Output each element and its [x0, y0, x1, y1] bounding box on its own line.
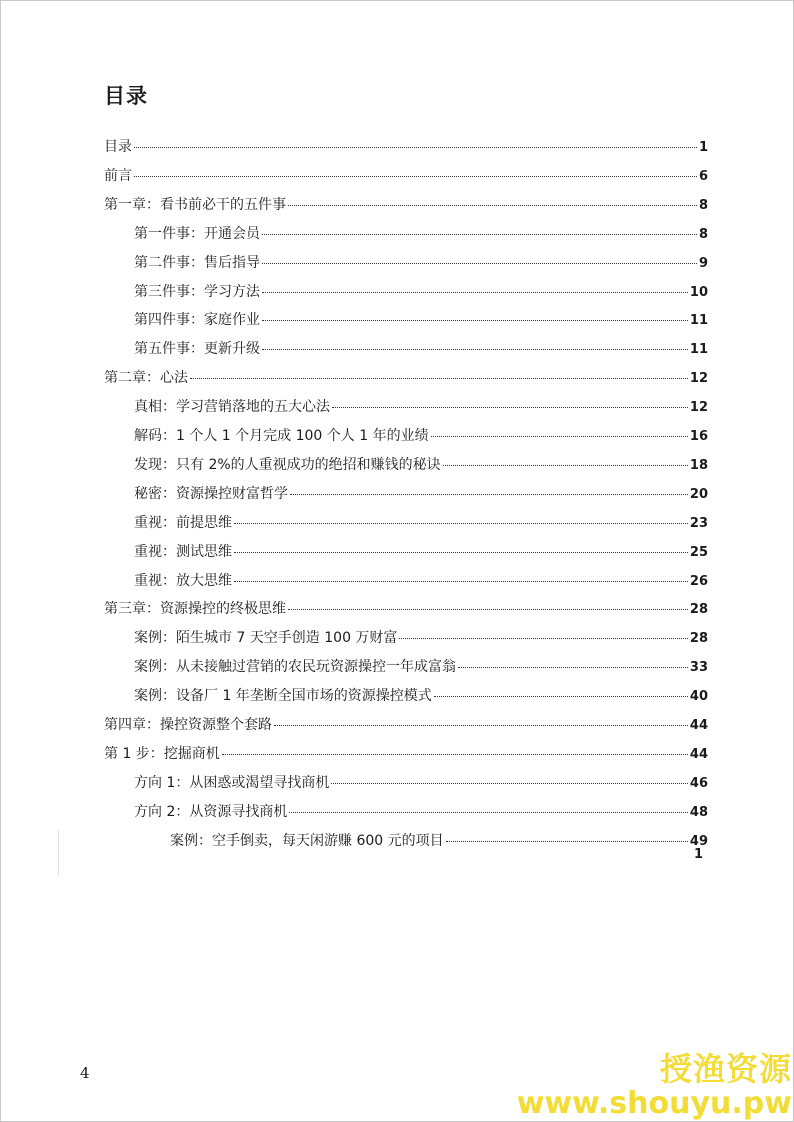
toc-leader-dots	[262, 348, 688, 350]
toc-leader-dots	[288, 204, 697, 206]
toc-leader-dots	[431, 435, 688, 437]
toc-leader-dots	[234, 522, 688, 524]
toc-leader-dots	[289, 811, 688, 813]
toc-entry[interactable]	[134, 307, 708, 333]
toc-entry[interactable]	[134, 799, 708, 825]
toc-entry[interactable]	[170, 828, 708, 854]
toc-entry-page: 8	[698, 197, 708, 213]
toc-leader-dots	[234, 551, 688, 553]
toc-entry-page: 40	[689, 689, 708, 705]
toc-entry-page: 23	[689, 515, 708, 531]
toc-entry-page: 11	[689, 313, 708, 329]
watermark-url: www.shouyu.pw	[516, 1086, 792, 1121]
toc-entry[interactable]	[134, 336, 708, 362]
toc-entry-page: 12	[689, 371, 708, 387]
toc-entry-page: 9	[698, 255, 708, 271]
toc-entry-page: 20	[689, 486, 708, 502]
toc-entry[interactable]	[134, 654, 708, 680]
toc-leader-dots	[332, 406, 688, 408]
toc-entry[interactable]	[104, 365, 708, 391]
toc-entry-label: 第 1 步：挖掘商机	[104, 745, 220, 762]
toc-entry-page: 46	[689, 775, 708, 791]
toc-leader-dots	[234, 580, 688, 582]
toc-entry[interactable]	[104, 163, 708, 189]
toc-entry-label: 重视：前提思维	[134, 514, 232, 531]
toc-title: 目录	[104, 84, 148, 108]
toc-entry-page: 25	[689, 544, 708, 560]
toc-entry[interactable]	[134, 770, 708, 796]
toc-entry-label: 案例：陌生城市 7 天空手创造 100 万财富	[134, 630, 398, 647]
toc-entry-page: 26	[689, 573, 708, 589]
toc-entry-page: 8	[698, 226, 708, 242]
toc-entry[interactable]	[104, 596, 708, 622]
toc-leader-dots	[434, 695, 688, 697]
toc-entry-page: 18	[689, 457, 708, 473]
toc-leader-dots	[190, 377, 688, 379]
toc-entry[interactable]	[134, 250, 708, 276]
toc-leader-dots	[134, 175, 697, 177]
toc-entry-page: 49	[689, 833, 708, 849]
toc-entry-page: 33	[689, 660, 708, 676]
toc-leader-dots	[262, 291, 688, 293]
toc-entry[interactable]	[134, 452, 708, 478]
toc-leader-dots	[331, 782, 688, 784]
toc-entry-label: 目录	[104, 139, 132, 155]
inner-page-number: 1	[694, 847, 704, 862]
toc-entry-page: 16	[689, 429, 708, 444]
toc-entry-page: 28	[689, 602, 708, 618]
toc-entry-label: 第五件事：更新升级	[134, 341, 260, 358]
toc-entry-label: 案例：空手倒卖，每天闲游赚 600 元的项目	[170, 832, 444, 849]
toc-entry-label: 案例：从未接触过营销的农民玩资源操控一年成富翁	[134, 659, 456, 676]
toc-leader-dots	[262, 319, 688, 321]
toc-leader-dots	[262, 233, 697, 235]
toc-entry-label: 前言	[104, 167, 132, 184]
toc-leader-dots	[443, 464, 688, 466]
toc-leader-dots	[288, 608, 688, 610]
toc-leader-dots	[134, 146, 697, 148]
page-number: 4	[80, 1064, 90, 1082]
toc-entry[interactable]	[104, 712, 708, 738]
toc-leader-dots	[399, 637, 687, 639]
toc-leader-dots	[262, 262, 697, 264]
toc-entry-page: 11	[689, 342, 708, 358]
toc-entry-label: 重视：测试思维	[134, 543, 232, 560]
toc-entry[interactable]	[134, 568, 708, 594]
toc-entry[interactable]	[134, 394, 708, 420]
toc-entry-page: 6	[698, 168, 708, 184]
toc-entry-label: 方向 2：从资源寻找商机	[134, 803, 288, 820]
toc-entry[interactable]	[134, 481, 708, 507]
toc-leader-dots	[274, 724, 688, 726]
toc-entry-page: 48	[689, 804, 708, 820]
toc-entry[interactable]	[134, 279, 708, 305]
toc-entry-label: 发现：只有 2%的人重视成功的绝招和赚钱的秘诀	[134, 456, 441, 473]
scan-mark	[58, 830, 59, 876]
toc-entry-label: 第三件事：学习方法	[134, 283, 260, 300]
toc-entry[interactable]	[134, 625, 708, 651]
toc-entry-page: 44	[689, 718, 708, 733]
toc-entry-label: 第三章：资源操控的终极思维	[104, 601, 286, 618]
toc-entry-label: 第四件事：家庭作业	[134, 312, 260, 329]
toc-leader-dots	[458, 666, 688, 668]
toc-entry[interactable]	[104, 192, 708, 218]
toc-entry-label: 第四章：操控资源整个套路	[104, 717, 272, 733]
toc-entry[interactable]	[134, 510, 708, 536]
toc-entry-label: 第一章：看书前必干的五件事	[104, 196, 286, 213]
toc-leader-dots	[222, 753, 688, 755]
toc-entry-page: 28	[689, 631, 708, 647]
toc-entry[interactable]	[134, 423, 708, 449]
toc-entry[interactable]	[104, 134, 708, 160]
toc-entry-page: 12	[689, 400, 708, 416]
watermark-text: 授渔资源	[659, 1050, 792, 1088]
toc-entry-label: 方向 1：从困惑或渴望寻找商机	[134, 774, 330, 791]
toc-entry-page: 1	[698, 140, 708, 155]
toc-entry-label: 重视：放大思维	[134, 572, 232, 589]
toc-entry-label: 第一件事：开通会员	[134, 225, 260, 242]
toc-entry-label: 秘密：资源操控财富哲学	[134, 485, 288, 502]
toc-entry-label: 解码：1 个人 1 个月完成 100 个人 1 年的业绩	[134, 428, 429, 444]
toc-entry-label: 案例：设备厂 1 年垄断全国市场的资源操控模式	[134, 688, 432, 705]
toc-entry-label: 真相：学习营销落地的五大心法	[134, 399, 330, 416]
toc-entry-label: 第二章：心法	[104, 370, 188, 387]
toc-entry[interactable]	[104, 741, 708, 767]
toc-entry-label: 第二件事：售后指导	[134, 254, 260, 271]
toc-entry-page: 10	[689, 284, 708, 300]
toc-leader-dots	[446, 840, 688, 842]
toc-entry[interactable]	[134, 683, 708, 709]
toc-leader-dots	[290, 493, 688, 495]
toc-entry[interactable]	[134, 539, 708, 565]
toc-entry[interactable]	[134, 221, 708, 247]
toc-entry-page: 44	[689, 746, 708, 762]
